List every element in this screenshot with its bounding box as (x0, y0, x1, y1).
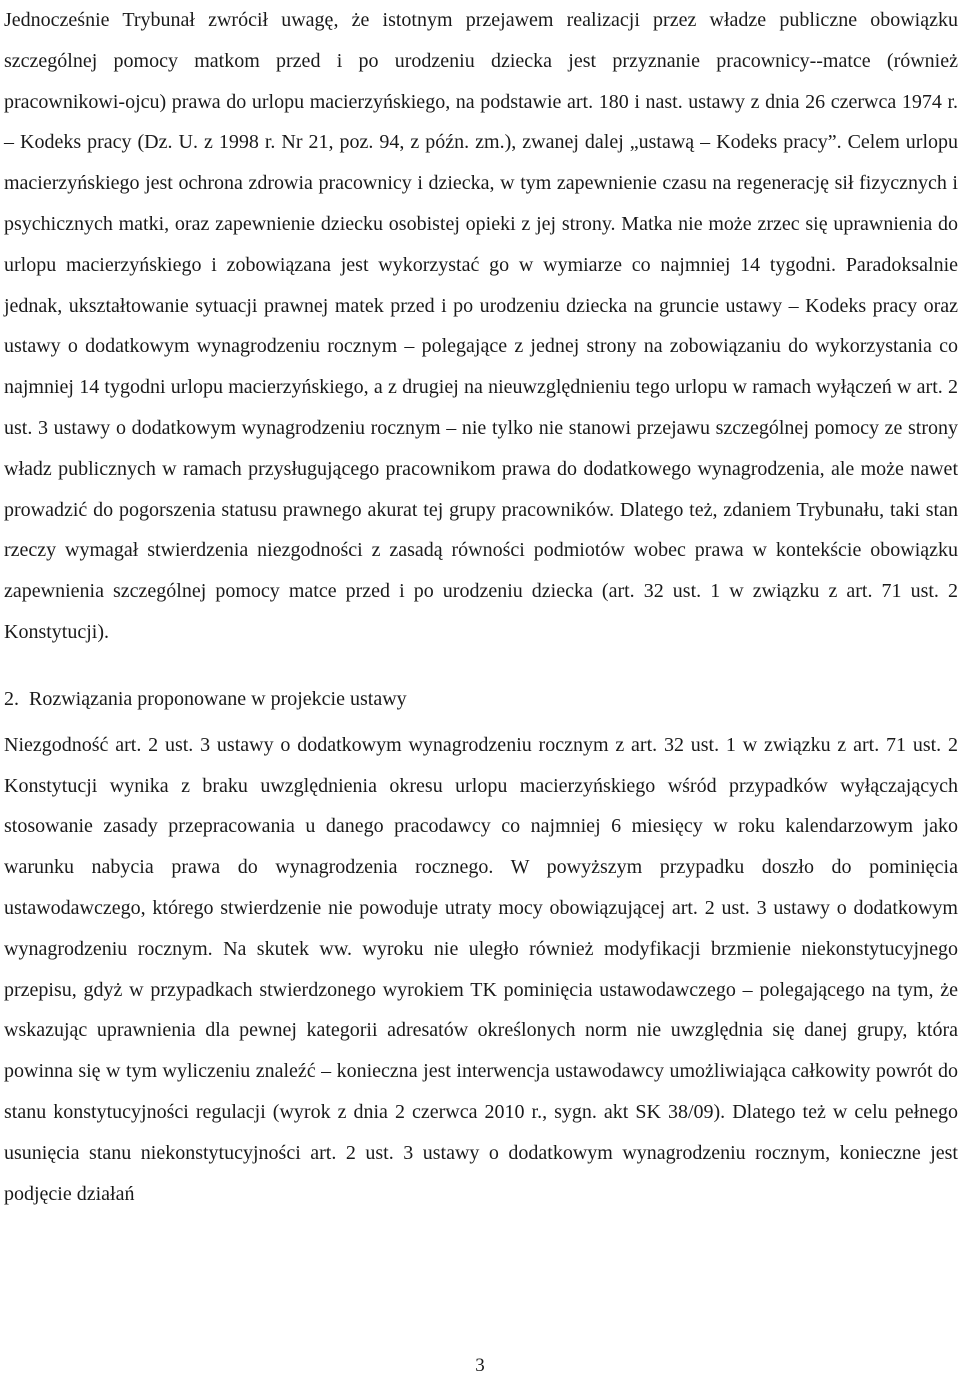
paragraph-tribunal-observation: Jednocześnie Trybunał zwrócił uwagę, że istotnym przejawem realizacji przez władze publiczne obowiązku szczególnej pomocy matkom przed i po urodzeniu dziecka jest przyznanie pracownicy--matce (również pracownikowi-ojcu) prawa do urlopu macierzyńskiego, na podstawie art. 180 i nast. ustawy z dnia 26 czerwca 1974 r. – Kodeks pracy (Dz. U. z 1998 r. Nr 21, poz. 94, z późn. zm.), zwanej dalej „ustawą – Kodeks pracy”. Celem urlopu macierzyńskiego jest ochrona zdrowia pracownicy i dziecka, w tym zapewnienie czasu na regenerację sił fizycznych i psychicznych matki, oraz zapewnienie dziecku osobistej opieki z jej strony. Matka nie może zrzec się uprawnienia do urlopu macierzyńskiego i zobowiązana jest wykorzystać go w wymiarze co najmniej 14 tygodni. Paradoksalnie jednak, ukształtowanie sytuacji prawnej matek przed i po urodzeniu dziecka na gruncie ustawy – Kodeks pracy oraz ustawy o dodatkowym wynagrodzeniu rocznym – polegające z jednej strony na zobowiązaniu do wykorzystania co najmniej 14 tygodni urlopu macierzyńskiego, a z drugiej na nieuwzględnieniu tego urlopu w ramach wyłączeń w art. 2 ust. 3 ustawy o dodatkowym wynagrodzeniu rocznym – nie tylko nie stanowi przejawu szczególnej pomocy ze strony władz publicznych w ramach przysługującego pracownikom prawa do dodatkowego wynagrodzenia, ale może nawet prowadzić do pogorszenia statusu prawnego akurat tej grupy pracowników. Dlatego też, zdaniem Trybunału, taki stan rzeczy wymagał stwierdzenia niezgodności z zasadą równości podmiotów wobec prawa w kontekście obowiązku zapewnienia szczególnej pomocy matce przed i po urodzeniu dziecka (art. 32 ust. 1 w związku z art. 71 ust. 2 Konstytucji). (4, 9, 958, 643)
section-title: Rozwiązania proponowane w projekcie ustawy (29, 687, 407, 710)
section-heading (4, 679, 958, 719)
page-number: 3 (475, 1355, 485, 1376)
section-number: 2. (4, 687, 19, 710)
paragraph-inconsistency: Niezgodność art. 2 ust. 3 ustawy o dodatkowym wynagrodzeniu rocznym z art. 32 ust. 1 w związku z art. 71 ust. 2 Konstytucji wynika z braku uwzględnienia okresu urlopu macierzyńskiego wśród przypadków wyłączających stosowanie zasady przepracowania u danego pracodawcy co najmniej 6 miesięcy w roku kalendarzowym jako warunku nabycia prawa do wynagrodzenia rocznego. W powyższym przypadku doszło do pominięcia ustawodawczego, którego stwierdzenie nie powoduje utraty mocy obowiązującej art. 2 ust. 3 ustawy o dodatkowym wynagrodzeniu rocznym. Na skutek ww. wyroku nie uległo również modyfikacji brzmienie niekonstytucyjnego przepisu, gdyż w przypadkach stwierdzonego wyrokiem TK pominięcia ustawodawczego – polegającego na tym, że wskazując uprawnienia dla pewnej kategorii adresatów określonych norm nie uwzględnia się danej grupy, która powinna się w tym wyliczeniu znaleźć – konieczna jest interwencja ustawodawcy umożliwiająca całkowity powrót do stanu konstytucyjności regulacji (wyrok z dnia 2 czerwca 2010 r., sygn. akt SK 38/09). Dlatego też w celu pełnego usunięcia stanu niekonstytucyjności art. 2 ust. 3 ustawy o dodatkowym wynagrodzeniu rocznym, konieczne jest podjęcie działań (4, 733, 958, 1205)
document-page (4, 0, 958, 1214)
